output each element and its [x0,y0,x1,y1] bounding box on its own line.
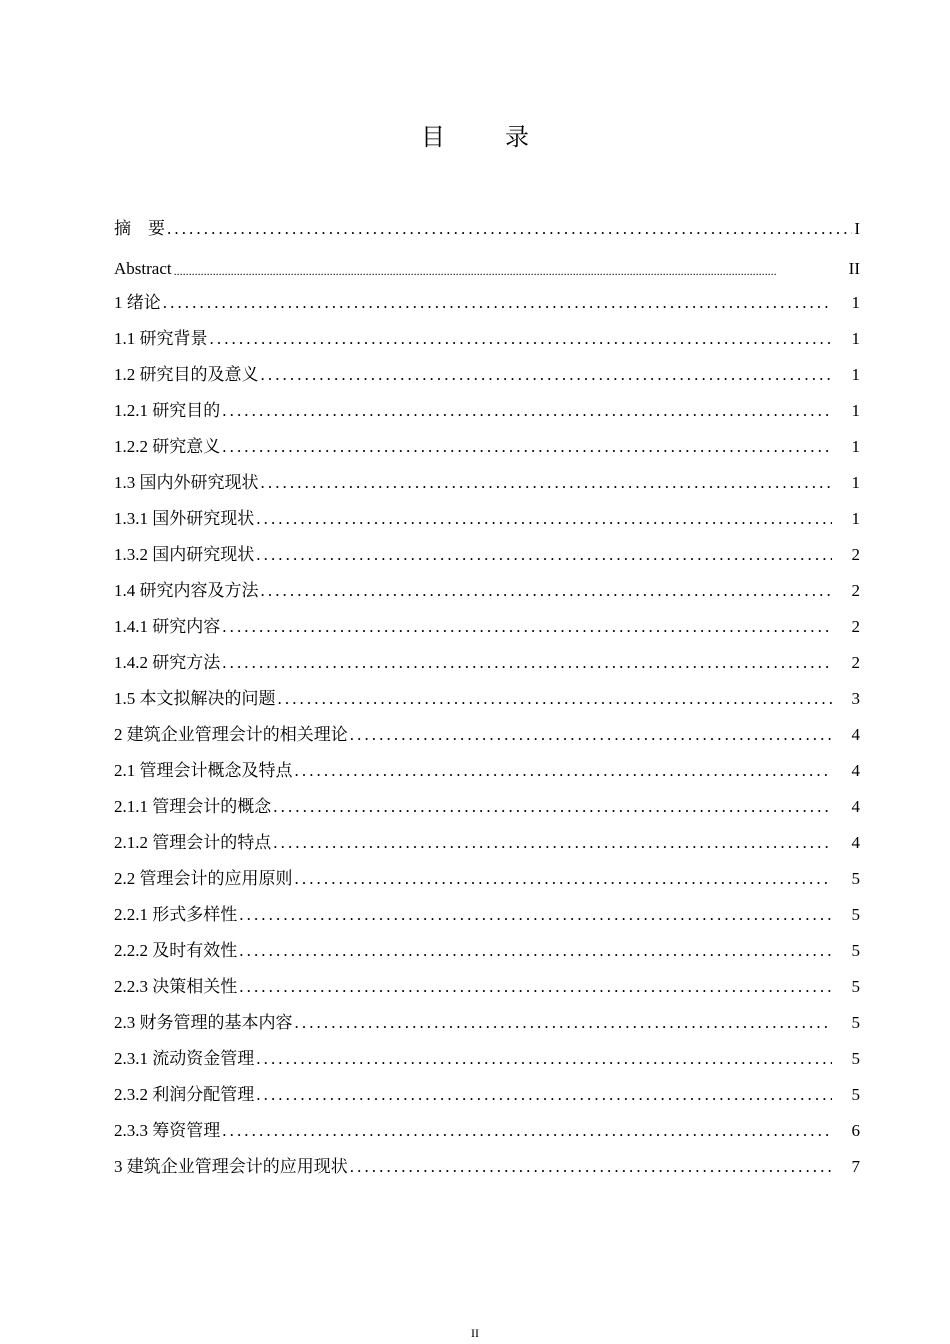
toc-leader-dots [273,796,832,818]
toc-entry[interactable] [114,788,860,818]
toc-leader-dots [295,760,833,782]
toc-entry-label: 2.3 财务管理的基本内容 [114,1013,293,1032]
toc-leader-dots [261,364,833,386]
toc-entry[interactable] [114,464,860,494]
toc-entry-page: 2 [851,617,860,636]
toc-entry[interactable] [114,680,860,710]
toc-entry-page: 4 [851,725,860,744]
toc-entry-page: 1 [851,509,860,528]
toc-leader-dots [167,218,852,240]
toc-entry-page: 4 [851,797,860,816]
toc-entry[interactable] [114,250,860,280]
toc-entry[interactable] [114,320,860,350]
toc-leader-dots [256,1084,832,1106]
toc-entry[interactable] [114,644,860,674]
toc-entry-label: 1.2 研究目的及意义 [114,365,259,384]
toc-entry-page: 2 [851,653,860,672]
toc-entry-label: 1.3.2 国内研究现状 [114,545,255,564]
toc-leader-dots [261,472,833,494]
toc-leader-dots [239,976,832,998]
toc-entry-page: 1 [851,329,860,348]
toc-entry-label: 2.2.3 决策相关性 [114,977,238,996]
toc-entry-label: 3 建筑企业管理会计的应用现状 [114,1157,348,1176]
toc-title: 目 录 [421,125,547,151]
toc-entry-page: 5 [851,1013,860,1032]
toc-entry-page: I [854,219,860,238]
toc-entry-label: 1.2.2 研究意义 [114,437,221,456]
toc-entry-label: 2.2.2 及时有效性 [114,941,238,960]
toc-entry-page: 7 [851,1157,860,1176]
toc-entry-page: 5 [851,1085,860,1104]
toc-entry[interactable] [114,896,860,926]
toc-entry[interactable] [114,932,860,962]
toc-leader-dots [222,1120,832,1142]
toc-entry[interactable] [114,968,860,998]
toc-entry-page: 1 [851,401,860,420]
toc-entry-page: II [848,259,860,278]
toc-entry[interactable] [114,608,860,638]
toc-entry[interactable] [114,210,860,240]
toc-entry[interactable] [114,716,860,746]
toc-entry[interactable] [114,1112,860,1142]
toc-entry-label: 1.5 本文拟解决的问题 [114,689,276,708]
toc-entry-page: 6 [851,1121,860,1140]
toc-leader-dots [174,262,847,280]
toc-entry-page: 1 [851,293,860,312]
toc-leader-dots [350,1156,832,1178]
toc-entry-label: 2.1.2 管理会计的特点 [114,833,272,852]
toc-entry-page: 5 [851,905,860,924]
toc-entry-label: 1.4.2 研究方法 [114,653,221,672]
toc-leader-dots [261,580,833,602]
toc-entry-page: 2 [851,581,860,600]
toc-entry-page: 1 [851,473,860,492]
toc-entry-page: 5 [851,977,860,996]
toc-entry[interactable] [114,356,860,386]
toc-leader-dots [239,904,832,926]
toc-entry[interactable] [114,824,860,854]
toc-entry-page: 4 [851,833,860,852]
toc-leader-dots [256,1048,832,1070]
toc-leader-dots [295,868,833,890]
toc-entry[interactable] [114,536,860,566]
toc-entry[interactable] [114,428,860,458]
toc-entry-label: 2.1 管理会计概念及特点 [114,761,293,780]
toc-entry[interactable] [114,752,860,782]
toc-entry-label: 2.3.3 筹资管理 [114,1121,221,1140]
toc-leader-dots [350,724,832,746]
toc-leader-dots [239,940,832,962]
toc-entry[interactable] [114,392,860,422]
toc-entry-page: 2 [851,545,860,564]
toc-entry-label: 1.4 研究内容及方法 [114,581,259,600]
toc-leader-dots [273,832,832,854]
toc-entry-label: 1.4.1 研究内容 [114,617,221,636]
toc-entry-label: 2 建筑企业管理会计的相关理论 [114,725,348,744]
toc-entry-page: 1 [851,365,860,384]
toc-entry-label: 2.3.2 利润分配管理 [114,1085,255,1104]
toc-entry-page: 3 [851,689,860,708]
toc-leader-dots [222,436,832,458]
toc-entry-label: Abstract [114,259,172,278]
toc-entry-label: 摘 要 [114,219,165,238]
toc-leader-dots [222,652,832,674]
toc-entry-page: 5 [851,1049,860,1068]
toc-entry-page: 5 [851,869,860,888]
toc-leader-dots [210,328,833,350]
toc-entry[interactable] [114,572,860,602]
toc-leader-dots [256,508,832,530]
toc-leader-dots [256,544,832,566]
toc-entry-label: 1.2.1 研究目的 [114,401,221,420]
toc-entry-label: 2.2 管理会计的应用原则 [114,869,293,888]
toc-leader-dots [222,400,832,422]
toc-entry-label: 2.2.1 形式多样性 [114,905,238,924]
toc-leader-dots [163,292,832,314]
page-footer-number: II [471,1326,479,1340]
toc-entry[interactable] [114,1076,860,1106]
toc-entry-page: 5 [851,941,860,960]
toc-entry-label: 2.1.1 管理会计的概念 [114,797,272,816]
toc-entry[interactable] [114,860,860,890]
toc-entry[interactable] [114,1148,860,1178]
toc-entry[interactable] [114,1040,860,1070]
toc-entry-label: 1.1 研究背景 [114,329,208,348]
toc-entry-label: 2.3.1 流动资金管理 [114,1049,255,1068]
toc-entry-page: 4 [851,761,860,780]
toc-leader-dots [278,688,833,710]
toc-entry-label: 1.3.1 国外研究现状 [114,509,255,528]
toc-entry-label: 1.3 国内外研究现状 [114,473,259,492]
toc-entry[interactable] [114,284,860,314]
toc-leader-dots [222,616,832,638]
toc-entry[interactable] [114,1004,860,1034]
toc-leader-dots [295,1012,833,1034]
toc-entry-page: 1 [851,437,860,456]
toc-entry-label: 1 绪论 [114,293,161,312]
toc-entry[interactable] [114,500,860,530]
